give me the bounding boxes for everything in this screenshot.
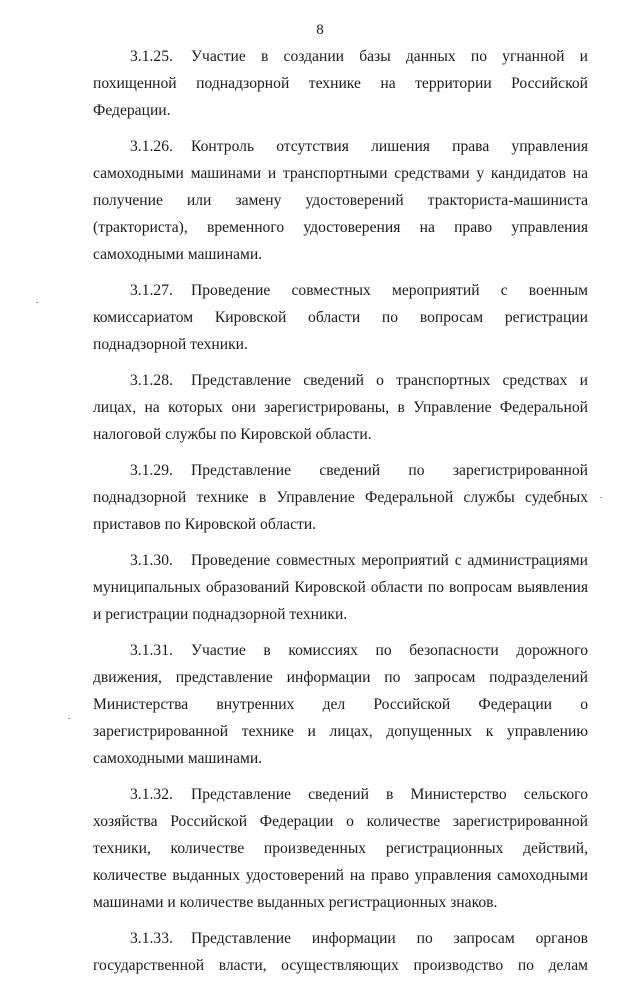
clause-3-1-25 [93,43,588,124]
clause-number: 3.1.32. [130,786,173,803]
clause-text: Участие в комиссиях по безопасности дорожного движения, представление информации по запросам подразделений Министерства внутренних дел Российской Федерации о зарегистрированной технике и лицах, допущенных к управлению самоходными машинами. [93,642,588,767]
page-number: 8 [316,22,324,38]
clause-text: Контроль отсутствия лишения права управления самоходными машинами и транспортными средствами у кандидатов на получение или замену удостоверений тракториста-машиниста (тракториста), временного удостоверения на право управления самоходными машинами. [93,138,588,263]
clause-3-1-31 [93,637,588,772]
clause-text: Представление сведений в Министерство сельского хозяйства Российской Федерации о количестве зарегистрированной техники, количестве произведенных регистрационных действий, количестве выданных удостоверений на право управления самоходными машинами и количестве выданных регистрационных знаков. [93,786,588,911]
clause-3-1-29 [93,457,588,538]
clause-3-1-28 [93,367,588,448]
clause-text: Участие в создании базы данных по угнанной и похищенной поднадзорной технике на территории Российской Федерации. [93,48,588,119]
clause-3-1-32 [93,781,588,916]
document-body [93,43,588,988]
scan-speck [68,718,70,719]
clause-number: 3.1.28. [130,372,173,389]
clause-number: 3.1.30. [130,552,173,569]
clause-number: 3.1.31. [130,642,173,659]
clause-text: Представление сведений по зарегистрированной поднадзорной технике в Управление Федеральной службы судебных приставов по Кировской области. [93,462,588,533]
clause-text: Представление информации по запросам органов государственной власти, осуществляющих производство по делам [93,930,588,974]
clause-text: Проведение совместных мероприятий с администрациями муниципальных образований Кировской области по вопросам выявления и регистрации поднадзорной техники. [93,552,588,623]
clause-text: Представление сведений о транспортных средствах и лицах, на которых они зарегистрированы, в Управление Федеральной налоговой службы по Кировской области. [93,372,588,443]
clause-number: 3.1.33. [130,930,173,947]
clause-3-1-27 [93,277,588,358]
clause-3-1-33 [93,925,588,979]
clause-3-1-30 [93,547,588,628]
clause-number: 3.1.26. [130,138,173,155]
scan-speck [36,302,38,303]
clause-number: 3.1.25. [130,48,173,65]
clause-3-1-26 [93,133,588,268]
scan-speck [600,497,602,498]
clause-number: 3.1.27. [130,282,173,299]
clause-number: 3.1.29. [130,462,173,479]
clause-text: Проведение совместных мероприятий с военным комиссариатом Кировской области по вопросам регистрации поднадзорной техники. [93,282,588,353]
